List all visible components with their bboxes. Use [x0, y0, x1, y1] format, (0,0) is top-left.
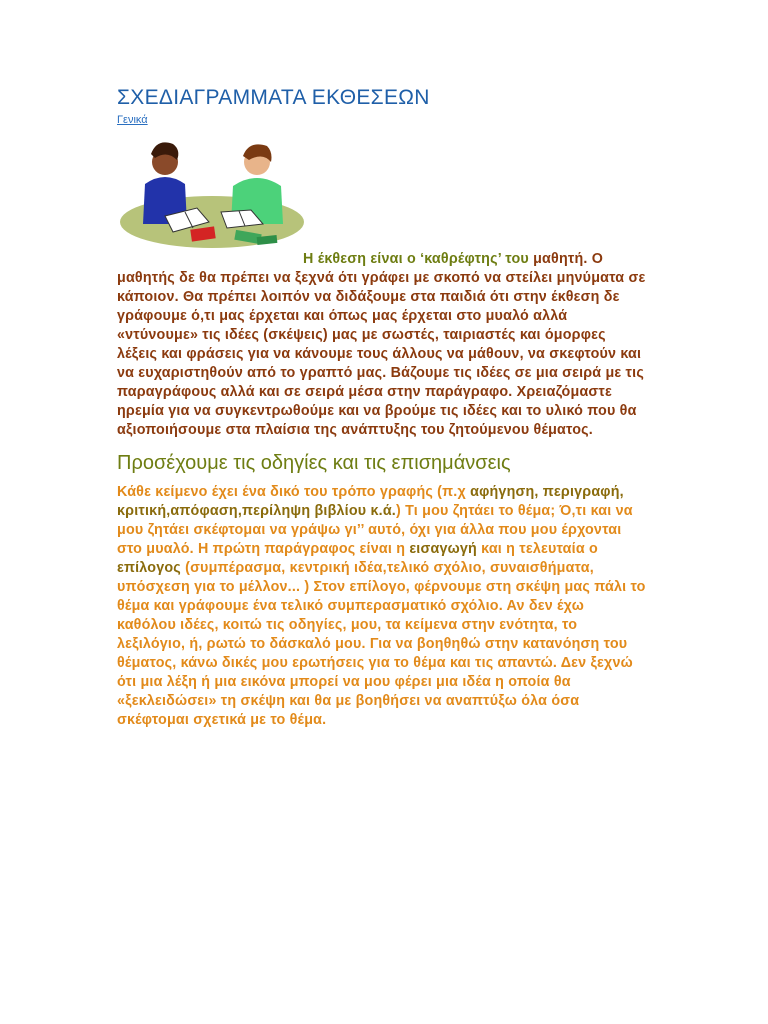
- epilogue-term: επίλογος: [117, 560, 181, 576]
- document-page: [117, 86, 647, 730]
- page-title: ΣΧΕΔΙΑΓΡΑΜΜΑΤΑ ΕΚΘΕΣΕΩΝ: [117, 86, 430, 109]
- section-paragraph: [117, 483, 647, 730]
- section-text-2: ) Τι μου ζητάει το θέμα; Ό,τι και να μου ζητάει σκέφτομαι να γράψω γι’’ αυτό, όχι για άλλα που μου έρχονται στο μυαλό. Η πρώτη παράγραφος είναι η: [117, 503, 633, 557]
- category-link[interactable]: Γενικά: [117, 114, 148, 126]
- section-heading: Προσέχουμε τις οδηγίες και τις επισημάνσεις: [117, 452, 511, 474]
- section-text-3: και η τελευταία ο: [476, 541, 598, 557]
- intro-text: μαθητή. Ο μαθητής δε θα πρέπει να ξεχνά ότι γράφει με σκοπό να στείλει μηνύματα σε κάποιον. Θα πρέπει λοιπόν να διδάξουμε στα παιδιά ότι στην έκθεση δε γράφουμε ό,τι μας έρχεται και όπως μας έρχεται στο μυαλό αλλά «ντύνουμε» τις ιδέες (σκέψεις) μας με σωστές, ταιριαστές και όμορφες λέξεις και φράσεις για να κάνουμε τους άλλους να μάθουν, να σκεφτούν και να ευχαριστηθούν από το γραπτό μας. Βάζουμε τις ιδέες σε μια σειρά με τις παραγράφους αλλά και σε σειρά μέσα στην παράγραφο. Χρειαζόμαστε ηρεμία για να συγκεντρωθούμε και να βρούμε τις ιδέες και το υλικό που θα αξιοποιήσουμε στα πλαίσια της ανάπτυξης του ζητούμενου θέματος.: [117, 251, 646, 438]
- students-writing-illustration: [117, 132, 307, 250]
- introduction-term: εισαγωγή: [409, 541, 477, 557]
- text-types: αφήγηση, περιγραφή, κριτική,απόφαση,περίληψη βιβλίου κ.ά.: [117, 484, 624, 519]
- section-text-1: Κάθε κείμενο έχει ένα δικό του τρόπο γραφής (π.χ: [117, 484, 471, 500]
- intro-lead: Η έκθεση είναι ο ‘καθρέφτης’ του: [303, 251, 529, 267]
- students-writing-icon: [117, 132, 307, 250]
- intro-paragraph: [117, 250, 647, 440]
- section-text-4: (συμπέρασμα, κεντρική ιδέα,τελικό σχόλιο, συναισθήματα, υπόσχεση για το μέλλον... ) Στον επίλογο, φέρνουμε στη σκέψη μας πάλι το θέμα και γράφουμε ένα τελικό συμπερασματικό σχόλιο. Αν δεν έχω καθόλου ιδέες, κοιτώ τις οδηγίες, μου, τα κείμενα στην ενότητα, το λεξιλόγιο, ή, ρωτώ το δάσκαλό μου. Για να βοηθηθώ στην κατανόηση του θέματος, κάνω δικές μου ερωτήσεις για το θέμα και τις απαντώ. Δεν ξεχνώ ότι μια λέξη ή μια εικόνα μπορεί να μου φέρει μια ιδέα η οποία θα «ξεκλειδώσει» τη σκέψη και θα με βοηθήσει να αναπτύξω όλα όσα σκέφτομαι σχετικά με το θέμα.: [117, 560, 646, 728]
